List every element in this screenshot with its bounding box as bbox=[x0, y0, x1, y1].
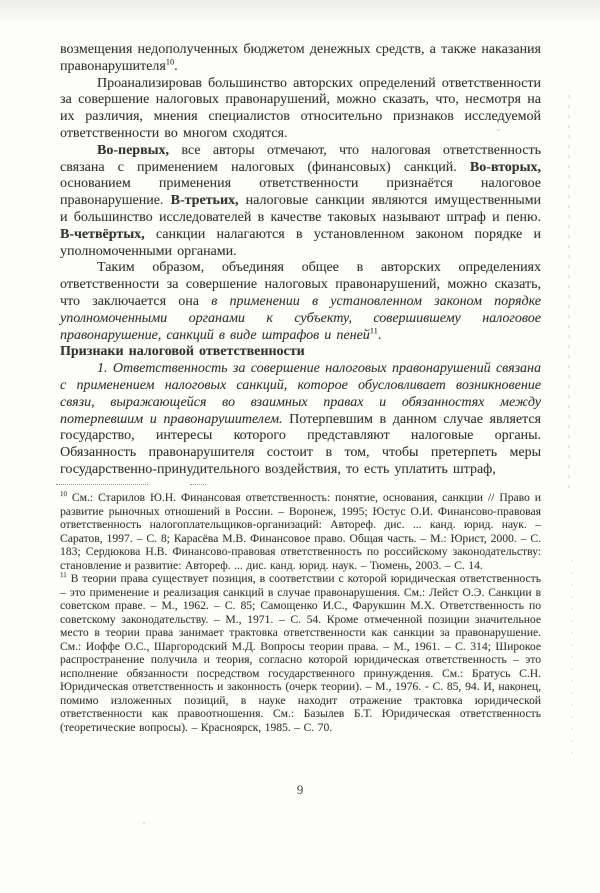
scan-artifact-right-streak bbox=[568, 95, 570, 495]
footnote-marker: 11 bbox=[60, 571, 67, 580]
footnotes bbox=[60, 491, 541, 734]
text-run: Во-первых, bbox=[97, 142, 170, 158]
footnote-reference: 11 bbox=[369, 325, 378, 335]
text-run: все авторы отмечают, что налоговая ответственность связана с применением налоговых (финансовых) санкций. bbox=[60, 142, 541, 175]
footnote-reference: 10 bbox=[165, 57, 175, 67]
section-heading bbox=[60, 344, 541, 361]
footnote-text: См.: Старилов Ю.Н. Финансовая ответственность: понятие, основания, санкции // Право и развитие рыночных отношений в России. – Воронеж, 1995; Юстус О.И. Финансово-правовая ответственность налогоплательщиков-организаций: Автореф. дис. ... канд. юрид. наук. – Саратов, 1997. – С. 8; Карасёва М.В. Финансовое право. Общая часть. – М.: Юрист, 2000. – С. 183; Сердюкова Н.В. Финансово-правовая ответственность по российскому законодательству: становление и развитие: Автореф. ... дис. канд. юрид. наук. – Тюмень, 2003. – С. 14. bbox=[60, 491, 541, 572]
text-run: Таким образом, объединяя общее в авторских определениях ответственности за совершение налоговых правонарушений, можно сказать, что заключается она bbox=[60, 260, 541, 309]
paragraph-feature-1 bbox=[60, 361, 541, 479]
text-run: . bbox=[377, 327, 382, 343]
scan-noise-speck bbox=[143, 822, 145, 824]
text-run: основанием применения ответственности признаётся налоговое правонарушение. bbox=[60, 176, 541, 209]
footnote-separator bbox=[56, 484, 148, 485]
body-text bbox=[60, 42, 541, 479]
paragraph-definition bbox=[60, 260, 541, 344]
text-run: Во-вторых, bbox=[469, 159, 541, 175]
page-number: 9 bbox=[296, 782, 304, 797]
scan-artifact-right-streak bbox=[571, 560, 573, 760]
paragraph-enumeration bbox=[60, 143, 541, 261]
footnote-marker: 10 bbox=[60, 490, 67, 499]
text-run: Проанализировав большинство авторских определений ответственности за совершение налоговых правонарушений, можно сказать, что, несмотря на их различия, мнения специалистов относительно признаков исследуемой ответственности во многом сходятся. bbox=[60, 75, 541, 141]
footnote-text: В теории права существует позиция, в соответствии с которой юридическая ответственность – это применение и реализация санкций в случае правонарушения. См.: Лейст О.Э. Санкции в советском праве. – М., 1962. – С. 85; Самощенко И.С., Фарукшин М.Х. Ответственность по советскому законодательству. – М., 1971. – С. 54. Кроме отмеченной позиции значительное место в теории права занимает трактовка ответственности как санкции за правонарушение. См.: Иоффе О.С., Шаргородский М.Д. Вопросы теории права. – М., 1961. – С. 314; Широкое распространение получила и теория, согласно которой юридическая ответственность – это исполнение обязанности посредством государственного принуждения. См.: Братусь С.Н. Юридическая ответственность и законность (очерк теории). – М., 1976. - С. 85, 94. И, наконец, помимо изложенных позиций, в науке находит отражение трактовка юридической ответственности как правоотношения. См.: Базылев Б.Т. Юридическая ответственность (теоретические вопросы). – Красноярск, 1985. – С. 70. bbox=[60, 572, 541, 734]
paragraph-analysis bbox=[60, 76, 541, 143]
text-run: санкции налагаются в установленном законом порядке и уполномоченными органами. bbox=[60, 226, 541, 259]
text-run: в применении в установленном законом порядке уполномоченными органами к субъекту, совершившему налоговое правонарушение, санкций в виде штрафов и пеней bbox=[60, 293, 541, 343]
text-run: возмещения недополученных бюджетом денежных средств, а также наказания правонарушителя bbox=[60, 42, 541, 74]
text-run: В-четвёртых, bbox=[60, 226, 145, 242]
text-run: 1. Ответственность за совершение налоговых правонарушений связана с применением налоговых санкций, которое обусловливает возникновение связи, выражающейся во взаимных правах и обязанностях между потерпевшим и правонарушителем. bbox=[60, 361, 541, 427]
scan-artifact-top-band bbox=[0, 0, 600, 24]
footnote-10 bbox=[60, 491, 541, 572]
footnote-11 bbox=[60, 572, 541, 734]
text-run: Потерпевшим в данном случае является государство, интересы которого представляют налоговые органы. Обязанность правонарушителя состоит в том, чтобы претерпеть меры государственно-принудительного воздействия, то есть уплатить штраф, bbox=[60, 411, 541, 477]
text-run: Признаки налоговой ответственности bbox=[60, 344, 305, 360]
text-run: . bbox=[174, 58, 178, 74]
paragraph-continuation bbox=[60, 42, 541, 76]
text-run: В-третьих, bbox=[170, 193, 239, 209]
text-run: налоговые санкции являются имущественными и большинство исследователей в качестве таковых называют штраф и пеню. bbox=[60, 193, 541, 225]
